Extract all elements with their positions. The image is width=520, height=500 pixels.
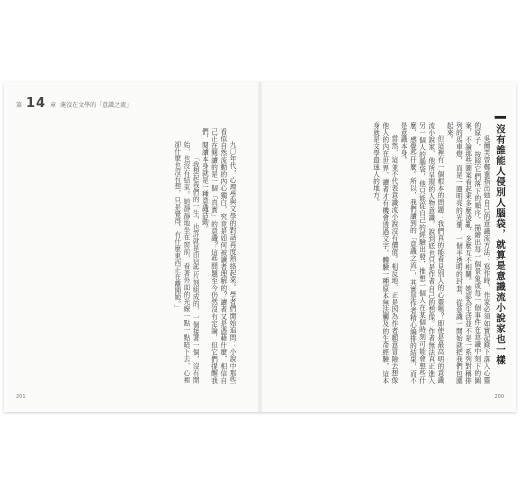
left-paragraph: 九〇年代，心理學與文學的對話再度熱絡起來。學者們開始追問：小說中那些看似自然流動的內心獨白，究竟是如何被讀者理解的？讀者又是憑藉什麼，相信自己正在閱讀的是一個「真實」的意識？這些問題至今仍然沒有定論，但它們提醒我們，閱讀本身就是一種意識活動。 bbox=[200, 128, 236, 384]
left-page bbox=[4, 82, 260, 412]
running-head-suffix: 章 bbox=[50, 102, 57, 109]
page-number-right: 200 bbox=[494, 394, 504, 400]
running-head bbox=[16, 96, 132, 111]
chapter-number: 14 bbox=[26, 96, 47, 111]
running-head-title: 淹沒在文學的「意識之流」 bbox=[60, 102, 133, 109]
section-heading: ▍沒有誰能人侵別人腦袋，就算是意識流小說家也一樣 bbox=[494, 116, 505, 366]
right-page bbox=[260, 82, 516, 412]
block-quote: 「我想起我們的一生，也許就是由這些片刻組成的，一個接著一個，沒有開始，也沒有結束。她靜靜地坐在窗前，看著外面的光線一點一點暗下去，心裡卻什麼也沒有想，只是覺得，有什麼東西正在離開她。」 bbox=[172, 141, 200, 384]
right-paragraph: 吳爾芙曾鄭重指出她自己的意識流方法：寫作時，作家必須如實記錄下落入心靈的原子，按照它們落下的順序，描繪出每一個景象或每一個事件在意識中刻下的圖案，不論那些圖案看起來多麼凌亂、多麼互不相關。她認為生活並不是一系列對稱排列的馬車燈，而是一圈明亮的光暈，一個半透明的封套，從意識一開始就把我們包圍起來。 bbox=[445, 122, 490, 384]
right-paragraph: 當然，這並不代表意識流小說沒有價值。相反地，正是因為作者願意冒險去想像他人的內在世界，讀者才有機會透過文字，體驗一種原本無法觸及的生命經驗，這本身就是文學最迷人的地方。 bbox=[371, 122, 398, 384]
running-head-prefix: 第 bbox=[16, 102, 23, 109]
left-page-body bbox=[30, 128, 236, 384]
right-page-body bbox=[294, 122, 490, 384]
book-spread bbox=[4, 82, 516, 412]
right-paragraph: 但這裡有一個根本的問題：我們真的能看見別人的心靈嗎？即使是最高明的意識流小說家，他所呈現的人物意識，說到底也只是作者自己的想像。作者無法真正進入另一個人的腦袋，他只能從自己的經驗出發，推想一個人在某個時刻可能會想些什麼、感覺些什麼。所以，我們讀到的「意識之流」，其實是作者精心編排的結果，而不是意識本身。 bbox=[399, 122, 444, 384]
page-number-left: 201 bbox=[16, 394, 26, 400]
